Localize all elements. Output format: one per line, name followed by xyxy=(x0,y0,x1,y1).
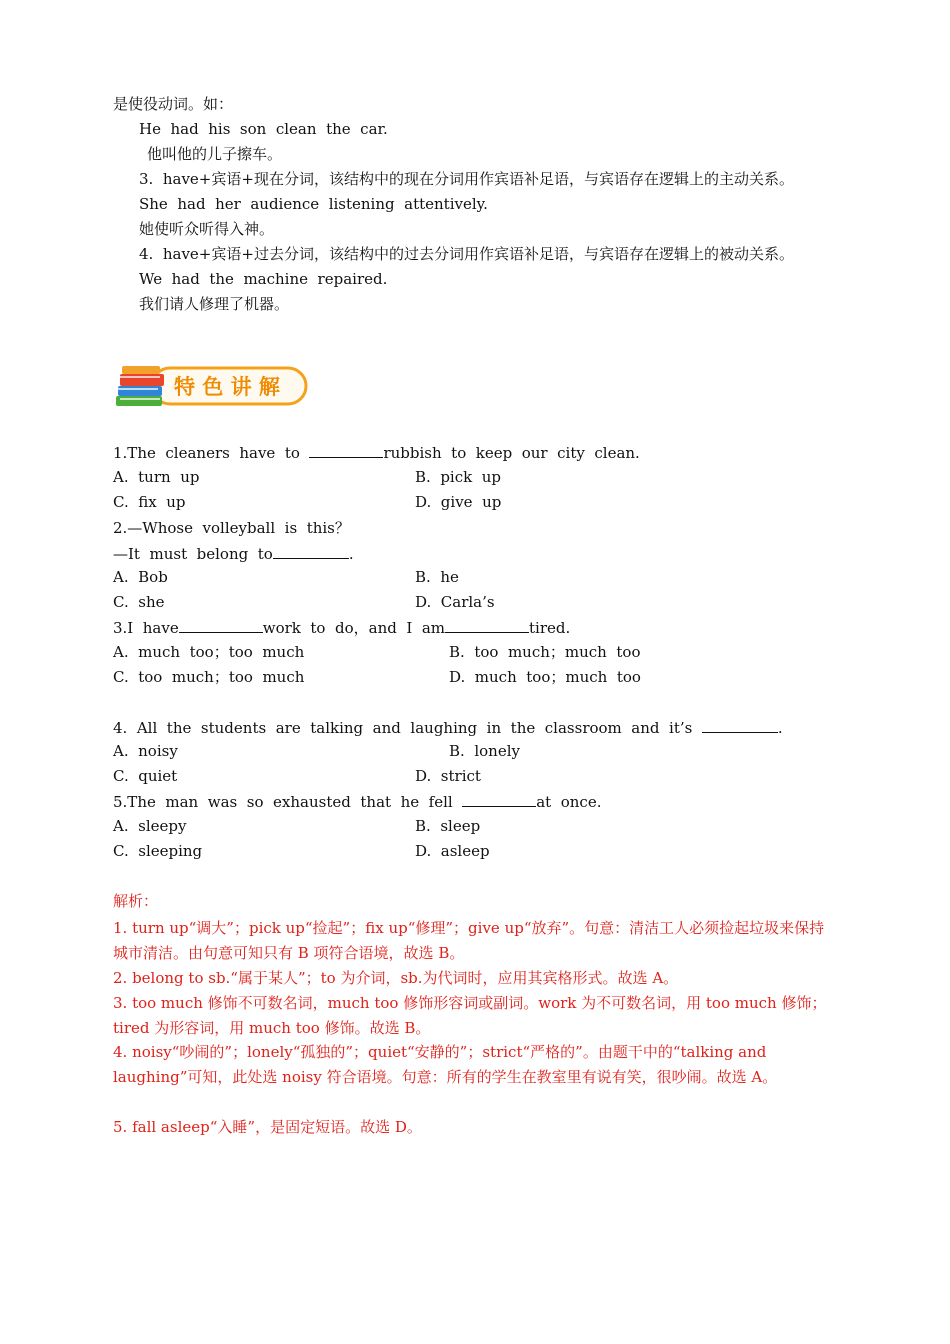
q4-option-a: A. noisy xyxy=(113,742,178,760)
q3-option-a: A. much too；too much xyxy=(113,643,305,661)
answer-blank xyxy=(179,617,263,633)
intro-line: 是使役动词。如： xyxy=(113,95,234,113)
analysis-1: 1. turn up“调大”；pick up“捡起”；fix up“修理”；give up“放弃”。句意：清洁工人必须捡起垃圾来保持城市清洁。由句意可知只有 B 项符合语境，故选 B。 xyxy=(113,919,825,962)
intro-rule-3: 3. have+宾语+现在分词，该结构中的现在分词用作宾语补足语，与宾语存在逻辑上的主动关系。 xyxy=(139,170,794,188)
q5-option-d: D. asleep xyxy=(415,842,490,860)
banner-title: 特 色 讲 解 xyxy=(174,375,280,399)
q1-option-d: D. give up xyxy=(415,493,502,511)
q2-option-a: A. Bob xyxy=(113,568,168,586)
q1-option-b: B. pick up xyxy=(415,468,502,486)
intro-example: She had her audience listening attentively. xyxy=(139,195,488,213)
question-3-stem: 3.I have work to do，and I am tired. xyxy=(113,619,571,637)
answer-blank xyxy=(273,543,349,559)
q1-option-c: C. fix up xyxy=(113,493,186,511)
q1-option-a: A. turn up xyxy=(113,468,200,486)
answer-blank xyxy=(702,717,778,733)
answer-blank xyxy=(445,617,529,633)
q2-option-c: C. she xyxy=(113,593,165,611)
intro-translation: 他叫他的儿子擦车。 xyxy=(147,145,283,163)
analysis-2: 2. belong to sb.“属于某人”；to 为介词，sb.为代词时，应用其宾格形式。故选 A。 xyxy=(113,969,679,987)
section-banner xyxy=(112,362,312,414)
answer-blank xyxy=(309,442,383,458)
question-4-stem: 4. All the students are talking and laughing in the classroom and it’s . xyxy=(113,719,783,737)
q2-option-b: B. he xyxy=(415,568,459,586)
intro-translation: 我们请人修理了机器。 xyxy=(139,295,290,313)
q4-option-c: C. quiet xyxy=(113,767,178,785)
intro-example: We had the machine repaired. xyxy=(139,270,388,288)
q2-option-d: D. Carla’s xyxy=(415,593,495,611)
question-5-stem: 5.The man was so exhausted that he fell at once. xyxy=(113,793,602,811)
question-2-stem: 2.—Whose volleyball is this？ xyxy=(113,519,350,537)
q4-option-d: D. strict xyxy=(415,767,481,785)
q5-option-a: A. sleepy xyxy=(113,817,187,835)
answer-blank xyxy=(462,791,536,807)
intro-rule-4: 4. have+宾语+过去分词，该结构中的过去分词用作宾语补足语，与宾语存在逻辑上的被动关系。 xyxy=(139,245,794,263)
q3-option-c: C. too much；too much xyxy=(113,668,305,686)
intro-translation: 她使听众听得入神。 xyxy=(139,220,275,238)
analysis-4: 4. noisy“吵闹的”；lonely“孤独的”；quiet“安静的”；strict“严格的”。由题干中的“talking and laughing”可知，此处选 noisy 符合语境。句意：所有的学生在教室里有说有笑，很吵闹。故选 A。 xyxy=(113,1043,778,1086)
analysis-3: 3. too much 修饰不可数名词，much too 修饰形容词或副词。work 为不可数名词，用 too much 修饰；tired 为形容词，用 much too 修饰。故选 B。 xyxy=(113,994,827,1037)
analysis-5: 5. fall asleep“入睡”，是固定短语。故选 D。 xyxy=(113,1118,422,1136)
question-1-stem: 1.The cleaners have to rubbish to keep our city clean. xyxy=(113,444,640,462)
q4-option-b: B. lonely xyxy=(449,742,520,760)
q5-option-c: C. sleeping xyxy=(113,842,203,860)
q3-option-b: B. too much；much too xyxy=(449,643,641,661)
question-2-reply: —It must belong to . xyxy=(113,545,354,563)
analysis-heading: 解析： xyxy=(113,892,159,910)
intro-example: He had his son clean the car. xyxy=(139,120,388,138)
q5-option-b: B. sleep xyxy=(415,817,481,835)
q3-option-d: D. much too；much too xyxy=(449,668,641,686)
